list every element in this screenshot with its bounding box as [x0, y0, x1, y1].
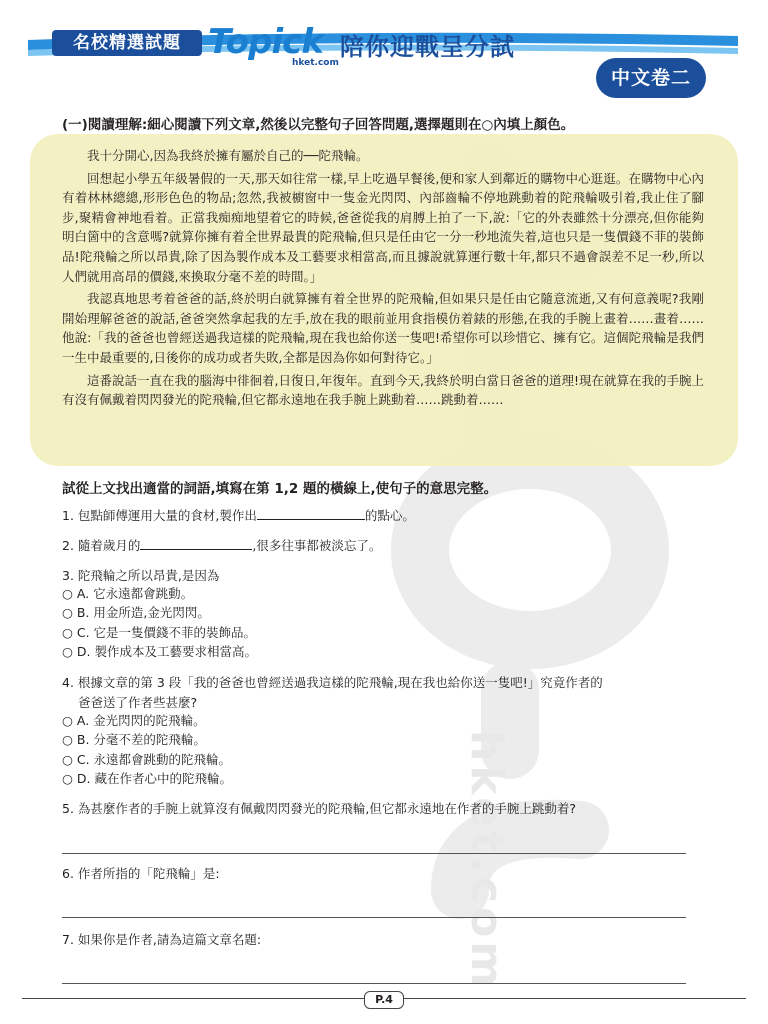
logo-subtitle: hket.com [292, 58, 339, 68]
watermark-text: hket.com [461, 730, 512, 992]
question-1 [62, 506, 415, 526]
topick-logo: Topick [208, 22, 323, 62]
question-3-option-b[interactable]: ○ B. 用金所造,金光閃閃。 [62, 605, 210, 621]
question-4-options [62, 711, 232, 788]
question-4 [62, 673, 722, 712]
question-6: 6. 作者所指的「陀飛輪」是: [62, 866, 220, 881]
question-4-option-b[interactable]: ○ B. 分毫不差的陀飛輪。 [62, 732, 206, 748]
question-3: 3. 陀飛輪之所以昂貴,是因為 [62, 568, 220, 583]
question-4-option-c[interactable]: ○ C. 永遠都會跳動的陀飛輪。 [62, 751, 232, 767]
passage-paragraph-3: 我認真地思考着爸爸的話,終於明白就算擁有着全世界的陀飛輪,但如果只是任由它隨意流逝,又有何意義呢?我剛開始理解爸爸的說話,爸爸突然拿起我的左手,放在我的眼前並用食指模仿着錶的形態,在我的手腕上畫着……畫着……他說:「我的爸爸也曾經送過我這樣的陀飛輪,現在我也給你送一隻吧!希望你可以珍惜它、擁有它。這個陀飛輪是我們一生中最重要的,日後你的成功或者失敗,全都是因為你如何對待它。」 [62, 291, 704, 365]
question-4-option-a[interactable]: ○ A. 金光閃閃的陀飛輪。 [62, 713, 206, 728]
passage-paragraph-1: 我十分開心,因為我終於擁有屬於自己的──陀飛輪。 [87, 148, 369, 163]
question-1-blank[interactable] [257, 506, 365, 520]
question-5: 5. 為甚麼作者的手腕上就算沒有佩戴閃閃發光的陀飛輪,但它都永遠地在作者的手腕上跳動着? [62, 801, 577, 816]
question-6-answer-line[interactable] [62, 917, 686, 918]
question-4-line-2: 爸爸送了作者些甚麼? [78, 694, 198, 710]
question-1-tail: 的點心。 [364, 508, 415, 523]
question-3-option-c[interactable]: ○ C. 它是一隻價錢不菲的裝飾品。 [62, 624, 257, 640]
question-7: 7. 如果你是作者,請為這篇文章名題: [62, 932, 262, 947]
passage-paragraph-4: 這番說話一直在我的腦海中徘徊着,日復日,年復年。直到今天,我終於明白當日爸爸的道理!現在就算在我的手腕上有沒有佩戴着閃閃發光的陀飛輪,但它都永遠地在我手腕上跳動着……跳動着…… [62, 372, 704, 408]
header-slogan: 陪你迎戰呈分試 [340, 33, 515, 61]
page-number: P.4 [364, 991, 404, 1009]
question-4-line-1: 4. 根據文章的第 3 段「我的爸爸也曾經送過我這樣的陀飛輪,現在我也給你送一隻吧!」究竟作者的 [62, 675, 603, 690]
header-badge: 名校精選試題 [52, 30, 202, 56]
question-4-option-d[interactable]: ○ D. 藏在作者心中的陀飛輪。 [62, 770, 232, 786]
question-2 [62, 536, 381, 556]
question-1-text: 1. 包點師傅運用大量的食材,製作出 [62, 508, 257, 523]
question-3-option-a[interactable]: ○ A. 它永遠都會跳動。 [62, 586, 194, 601]
reading-passage [62, 146, 704, 413]
question-3-option-d[interactable]: ○ D. 製作成本及工藝要求相當高。 [62, 643, 257, 659]
section-heading: (一)閱讀理解:細心閱讀下列文章,然後以完整句子回答問題,選擇題則在○內填上顏色。 [62, 117, 575, 133]
question-3-options [62, 584, 257, 661]
question-7-answer-line[interactable] [62, 983, 686, 984]
question-5-answer-line[interactable] [62, 853, 686, 854]
instruction: 試從上文找出適當的詞語,填寫在第 1,2 題的橫線上,使句子的意思完整。 [62, 481, 498, 497]
question-2-blank[interactable] [140, 536, 252, 550]
question-2-text: 2. 隨着歲月的 [62, 538, 141, 553]
paper-badge: 中文卷二 [596, 58, 706, 98]
question-2-tail: ,很多往事都被淡忘了。 [252, 538, 382, 553]
passage-paragraph-2: 回想起小學五年級暑假的一天,那天如往常一樣,早上吃過早餐後,便和家人到鄰近的購物中心逛逛。在購物中心內有着林林總總,形形色色的物品;忽然,我被櫥窗中一隻金光閃閃、內部齒輪不停地跳動着的陀飛輪吸引着,我止住了腳步,聚精會神地看着。正當我痴痴地望着它的時候,爸爸從我的肩膊上拍了一下,說:「它的外表雖然十分漂亮,但你能夠明白箇中的含意嗎?就算你擁有着全世界最貴的陀飛輪,但只是任由它一分一秒地流失着,這也只是一隻價錢不菲的裝飾品!陀飛輪之所以昂貴,除了因為製作成本及工藝要求相當高,而且據說就算運行數十年,都只不過會誤差不足一秒,所以人們就用高昂的價錢,來換取分毫不差的時間。」 [62, 170, 704, 284]
